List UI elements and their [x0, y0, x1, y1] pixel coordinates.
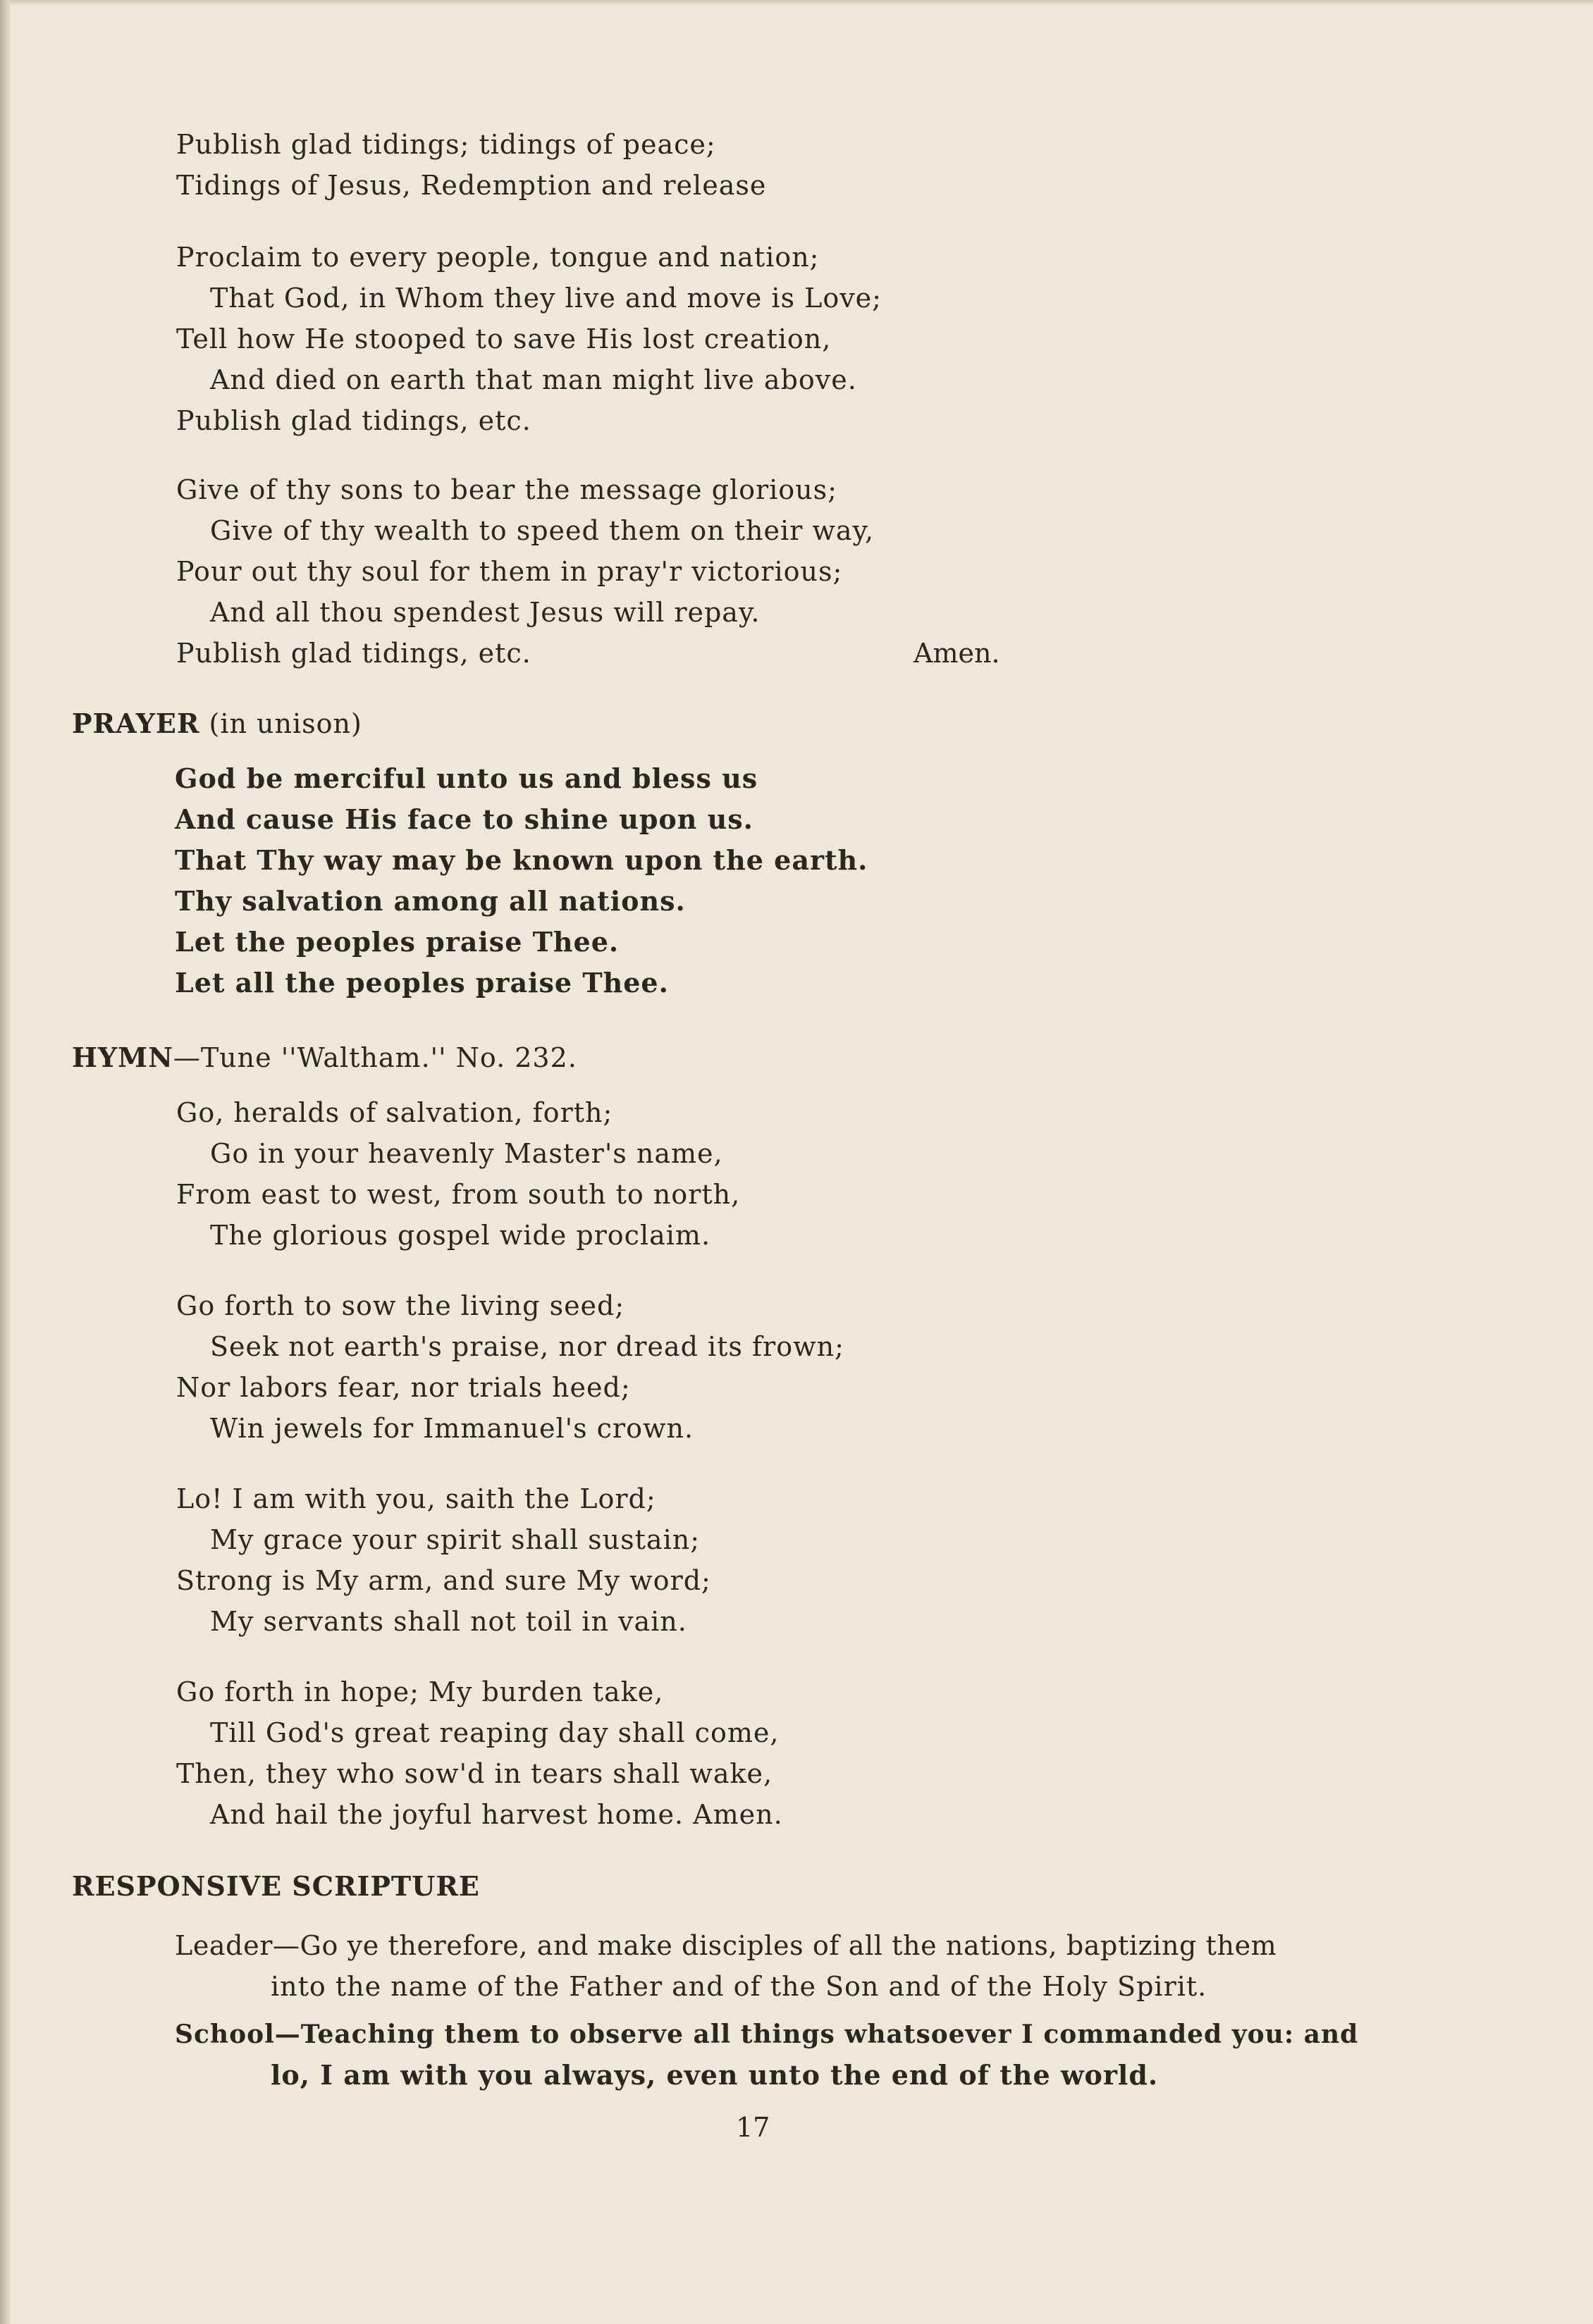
- hymn-verse4-line-1: Go forth in hope; My burden take,: [176, 1676, 664, 1707]
- stanza3-line-1: Give of thy sons to bear the message glorious;: [176, 474, 837, 505]
- hymn-verse2-line-4: Win jewels for Immanuel's crown.: [210, 1413, 694, 1444]
- leader-line-2: into the name of the Father and of the Son and of the Holy Spirit.: [271, 1971, 1207, 2002]
- hymn-tune: —Tune ''Waltham.'' No. 232.: [173, 1042, 577, 1073]
- stanza2-line-5: Publish glad tidings, etc.: [176, 405, 531, 436]
- stanza2-line-2: That God, in Whom they live and move is Love;: [210, 283, 882, 314]
- stanza2-line-3: Tell how He stooped to save His lost creation,: [176, 323, 832, 354]
- hymn-verse3-line-1: Lo! I am with you, saith the Lord;: [176, 1483, 656, 1514]
- page-binding-edge: [0, 0, 10, 2324]
- stanza3-line-2: Give of thy wealth to speed them on their way,: [210, 515, 875, 546]
- prayer-line-1: God be merciful unto us and bless us: [175, 762, 758, 794]
- school-line-2: lo, I am with you always, even unto the end of the world.: [271, 2059, 1159, 2091]
- school-line-1: School—Teaching them to observe all things whatsoever I commanded you: and: [175, 2020, 1359, 2049]
- hymn-verse4-line-2: Till God's great reaping day shall come,: [210, 1717, 780, 1748]
- responsive-heading: RESPONSIVE SCRIPTURE: [72, 1870, 480, 1902]
- prayer-line-5: Let the peoples praise Thee.: [175, 926, 620, 958]
- prayer-note: (in unison): [209, 708, 362, 739]
- hymn-verse1-line-1: Go, heralds of salvation, forth;: [176, 1097, 613, 1128]
- stanza3-line-5: Publish glad tidings, etc.: [176, 638, 531, 669]
- hymn-verse1-line-3: From east to west, from south to north,: [176, 1179, 741, 1210]
- hymn-verse1-line-2: Go in your heavenly Master's name,: [210, 1138, 723, 1169]
- hymn-verse2-line-3: Nor labors fear, nor trials heed;: [176, 1372, 631, 1403]
- stanza1-line-1: Publish glad tidings; tidings of peace;: [176, 129, 716, 160]
- hymn-verse3-line-4: My servants shall not toil in vain.: [210, 1606, 687, 1637]
- hymn-heading-line: [72, 1040, 577, 1075]
- hymn-verse4-line-4: And hail the joyful harvest home. Amen.: [210, 1799, 783, 1830]
- prayer-line-6: Let all the peoples praise Thee.: [175, 967, 669, 999]
- stanza3-line-4: And all thou spendest Jesus will repay.: [210, 597, 761, 628]
- hymn-heading: HYMN: [72, 1042, 173, 1073]
- stanza3-line-3: Pour out thy soul for them in pray'r victorious;: [176, 556, 843, 587]
- stanza2-line-4: And died on earth that man might live above.: [210, 364, 857, 395]
- leader-line-1: Leader—Go ye therefore, and make disciples of all the nations, baptizing them: [175, 1930, 1277, 1961]
- hymn-verse3-line-3: Strong is My arm, and sure My word;: [176, 1565, 711, 1596]
- hymn-verse2-line-1: Go forth to sow the living seed;: [176, 1290, 625, 1321]
- prayer-line-4: Thy salvation among all nations.: [175, 885, 686, 917]
- stanza1-line-2: Tidings of Jesus, Redemption and release: [176, 170, 767, 201]
- prayer-heading-line: [72, 706, 362, 741]
- page-top-edge: [0, 0, 1593, 6]
- stanza3-amen: Amen.: [914, 638, 1000, 669]
- hymn-verse3-line-2: My grace your spirit shall sustain;: [210, 1524, 701, 1555]
- hymn-verse4-line-3: Then, they who sow'd in tears shall wake,: [176, 1758, 773, 1789]
- prayer-heading: PRAYER: [72, 707, 200, 739]
- page-number: 17: [736, 2112, 770, 2143]
- prayer-line-3: That Thy way may be known upon the earth.: [175, 844, 868, 876]
- stanza2-line-1: Proclaim to every people, tongue and nation;: [176, 242, 820, 273]
- hymn-verse1-line-4: The glorious gospel wide proclaim.: [210, 1220, 711, 1251]
- hymn-verse2-line-2: Seek not earth's praise, nor dread its frown;: [210, 1331, 844, 1362]
- prayer-line-2: And cause His face to shine upon us.: [175, 803, 754, 835]
